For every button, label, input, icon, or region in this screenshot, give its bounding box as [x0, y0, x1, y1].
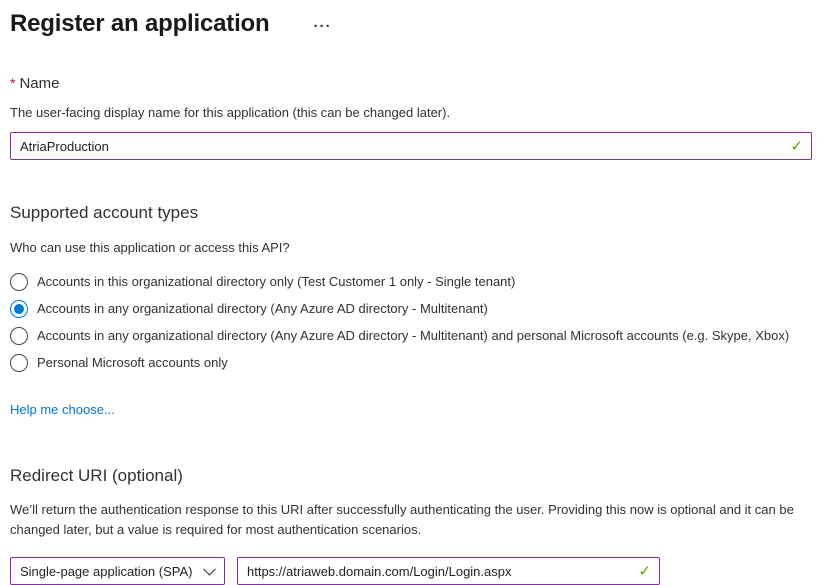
- redirect-uri-input[interactable]: [238, 558, 659, 584]
- account-types-radio-group: [10, 268, 812, 376]
- name-input-container: [10, 132, 812, 160]
- name-label-text: Name: [19, 75, 60, 92]
- name-input[interactable]: [11, 133, 811, 159]
- more-options-icon[interactable]: ···: [313, 18, 332, 35]
- supported-account-types-section: [10, 203, 812, 419]
- radio-option-multitenant-personal[interactable]: [10, 322, 812, 349]
- platform-select-dropdown[interactable]: [10, 557, 225, 585]
- page-title: Register an application: [10, 10, 270, 37]
- name-field-label: [10, 75, 812, 92]
- radio-button-icon[interactable]: [10, 327, 28, 345]
- radio-option-label: Accounts in this organizational directory only (Test Customer 1 only - Single tenant): [37, 274, 516, 289]
- name-field-hint: The user-facing display name for this application (this can be changed later).: [10, 105, 451, 120]
- required-asterisk: *: [10, 75, 16, 91]
- redirect-uri-controls: [10, 557, 812, 585]
- radio-option-label: Accounts in any organizational directory (Any Azure AD directory - Multitenant) and personal Microsoft accounts (e.g. Skype, Xbox): [37, 328, 790, 343]
- chevron-down-icon: [203, 563, 216, 576]
- account-types-question: Who can use this application or access this API?: [10, 240, 290, 255]
- page-header: [10, 10, 812, 38]
- name-section: [10, 75, 812, 160]
- help-me-choose-link[interactable]: Help me choose...: [10, 402, 115, 417]
- platform-selected-value: Single-page application (SPA): [20, 563, 193, 579]
- radio-option-single-tenant[interactable]: [10, 268, 812, 295]
- valid-checkmark-icon: ✓: [790, 138, 803, 155]
- redirect-uri-heading: Redirect URI (optional): [10, 466, 183, 485]
- radio-option-multitenant[interactable]: [10, 295, 812, 322]
- radio-button-icon[interactable]: [10, 300, 28, 318]
- radio-option-personal-only[interactable]: [10, 349, 812, 376]
- valid-checkmark-icon: ✓: [638, 563, 651, 580]
- radio-button-icon[interactable]: [10, 273, 28, 291]
- radio-button-icon[interactable]: [10, 354, 28, 372]
- radio-option-label: Accounts in any organizational directory (Any Azure AD directory - Multitenant): [37, 301, 488, 316]
- radio-option-label: Personal Microsoft accounts only: [37, 355, 228, 370]
- account-types-heading: Supported account types: [10, 203, 199, 222]
- redirect-uri-section: [10, 466, 812, 585]
- redirect-uri-description: We’ll return the authentication response to this URI after successfully authenticating the user. Providing this now is optional and it can be changed later, but a value is required for most authentication scenarios.: [10, 502, 794, 537]
- redirect-uri-input-container: [237, 557, 660, 585]
